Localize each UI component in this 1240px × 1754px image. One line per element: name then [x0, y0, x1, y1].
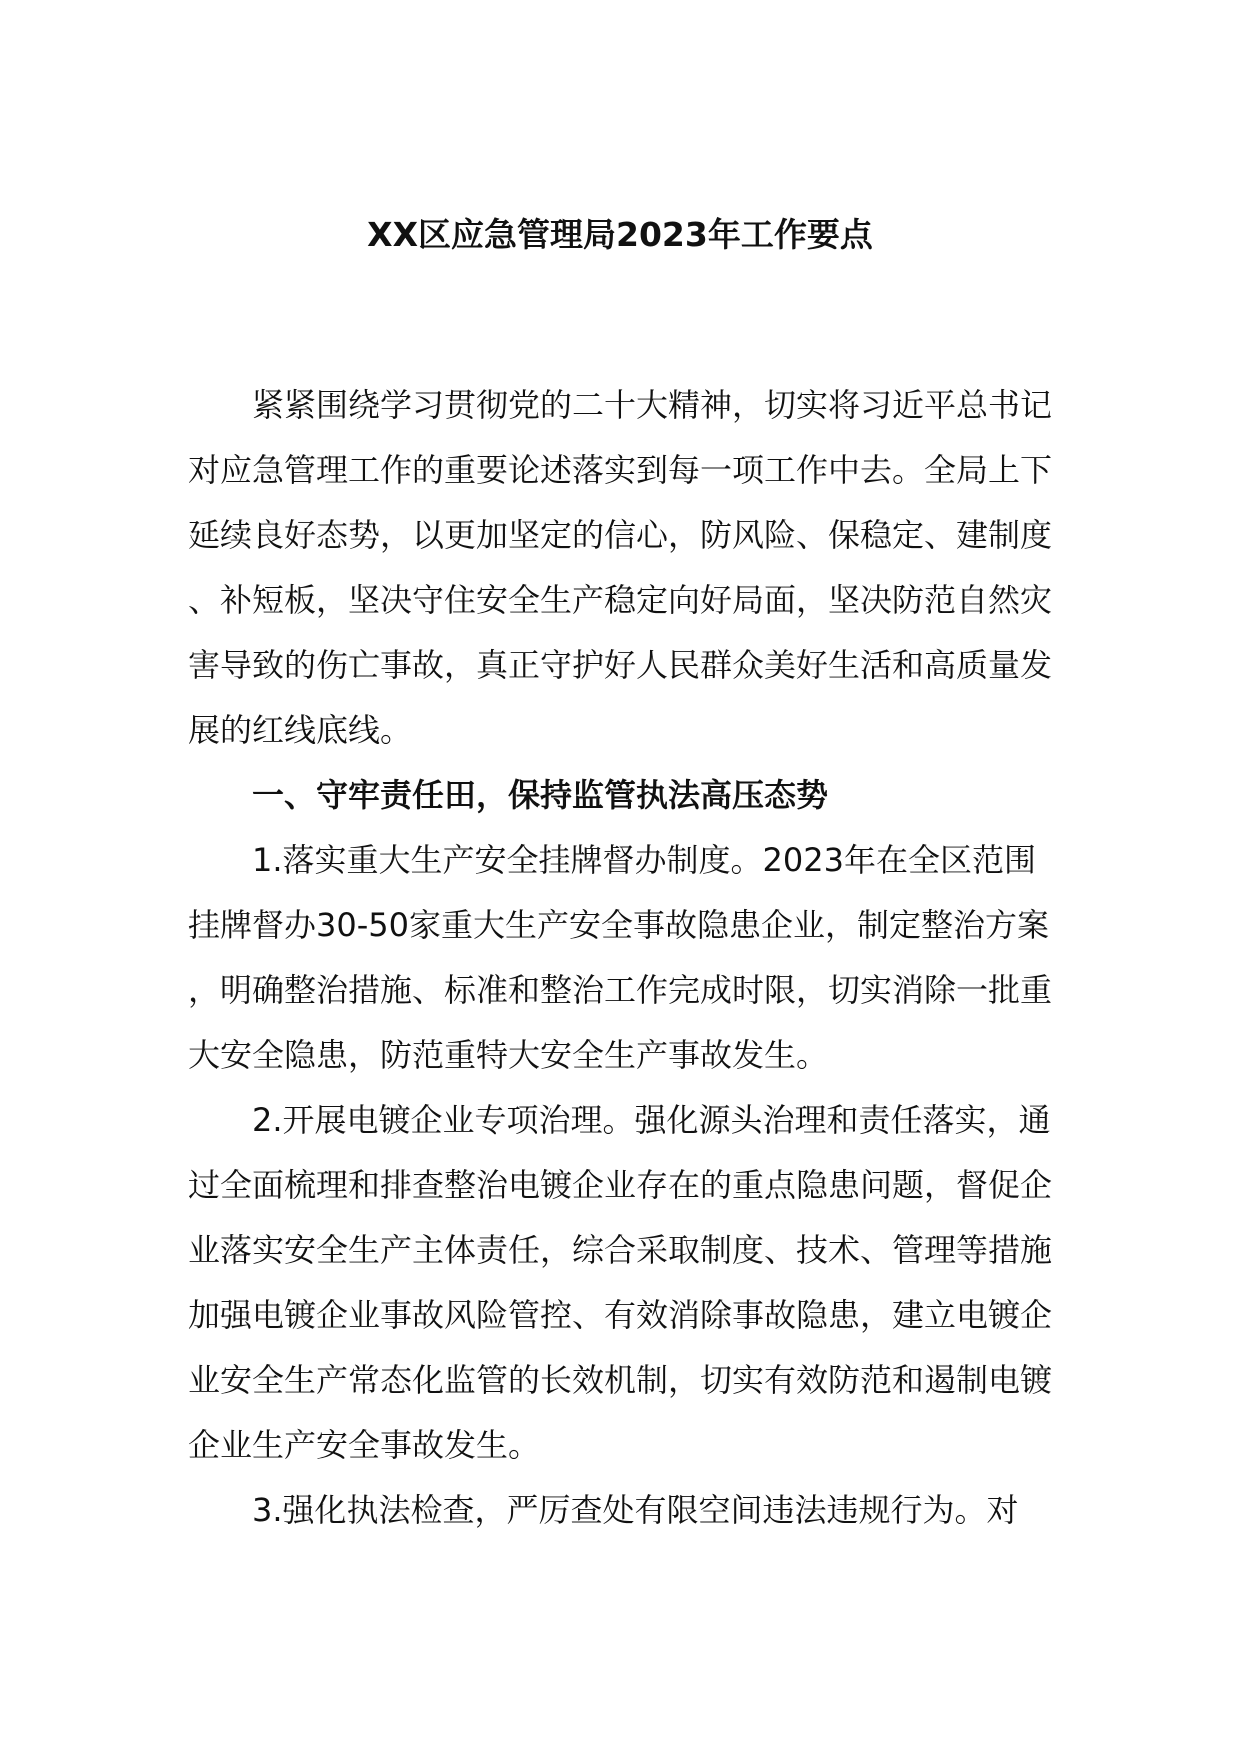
- section-heading-1: 一、守牢责任田，保持监管执法高压态势: [252, 776, 829, 814]
- document-title: XX区应急管理局2023年工作要点: [367, 215, 873, 254]
- intro-paragraph: 紧紧围绕学习贯彻党的二十大精神，切实将习近平总书记对应急管理工作的重要论述落实到每一项工作中去。全局上下延续良好态势，以更加坚定的信心，防风险、保稳定、建制度、补短板，坚决守住安全生产稳定向好局面，坚决防范自然灾害导致的伤亡事故，真正守护好人民群众美好生活和高质量发展的红线底线。: [188, 386, 1053, 749]
- item-paragraph-1: 1.落实重大生产安全挂牌督办制度。2023年在全区范围挂牌督办30-50家重大生产安全事故隐患企业，制定整治方案，明确整治措施、标准和整治工作完成时限，切实消除一批重大安全隐患，防范重特大安全生产事故发生。: [188, 841, 1053, 1074]
- item-paragraph-3: 3.强化执法检查，严厉查处有限空间违法违规行为。对: [252, 1491, 1019, 1529]
- item-paragraph-2: 2.开展电镀企业专项治理。强化源头治理和责任落实，通过全面梳理和排查整治电镀企业存在的重点隐患问题，督促企业落实安全生产主体责任，综合采取制度、技术、管理等措施加强电镀企业事故风险管控、有效消除事故隐患，建立电镀企业安全生产常态化监管的长效机制，切实有效防范和遏制电镀企业生产安全事故发生。: [188, 1101, 1053, 1464]
- document-body: [188, 373, 1058, 1543]
